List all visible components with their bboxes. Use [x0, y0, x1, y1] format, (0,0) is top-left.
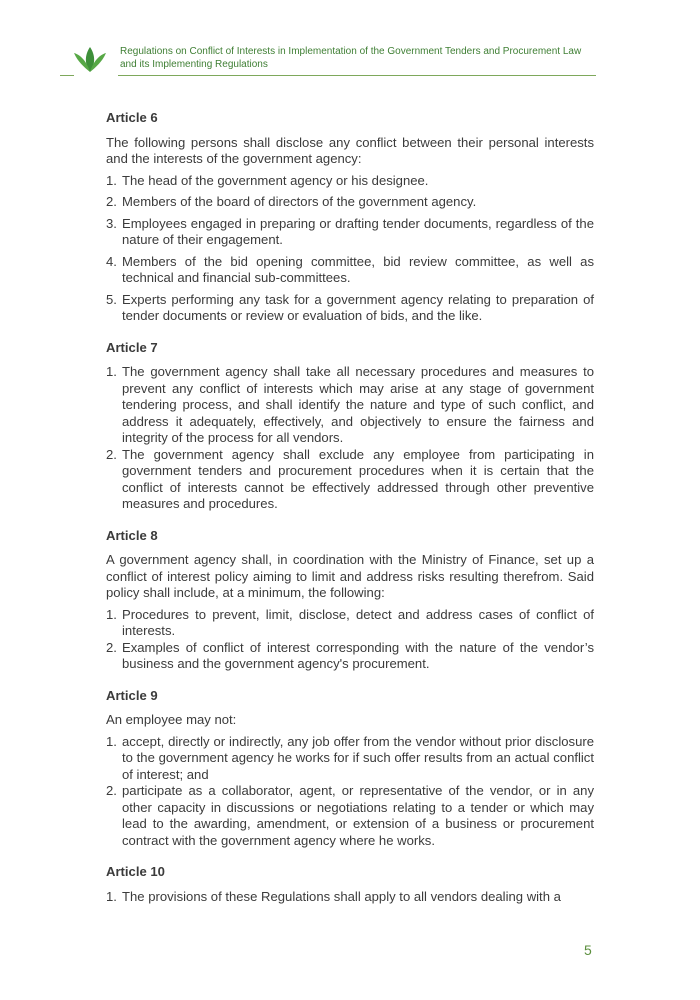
article-8 — [106, 528, 594, 673]
list-number: 4. — [106, 253, 117, 269]
article-10 — [106, 864, 594, 905]
list-text: Experts performing any task for a government agency relating to preparation of tender documents or review or evaluation of bids, and the like. — [122, 291, 594, 323]
list-number: 1. — [106, 172, 117, 188]
article-6 — [106, 110, 594, 325]
list-number: 2. — [106, 639, 117, 655]
list-item — [106, 640, 594, 673]
list-item — [106, 254, 594, 287]
list-text: The government agency shall take all necessary procedures and measures to prevent any conflict of interests which may arise at any stage of government tendering process, and shall identify the nature and type of such conflict, and address it adequately, effectively, and objectively to ensure the fairness and integrity of the process for all vendors. — [122, 364, 594, 445]
list-number: 3. — [106, 215, 117, 231]
list-item — [106, 216, 594, 249]
article-heading: Article 6 — [106, 110, 158, 125]
list-item — [106, 364, 594, 447]
document-body — [106, 110, 594, 920]
article-list — [106, 607, 594, 673]
article-list — [106, 889, 594, 906]
list-text: The provisions of these Regulations shall apply to all vendors dealing with a — [122, 888, 561, 904]
article-heading: Article 7 — [106, 339, 158, 355]
page-header — [0, 0, 700, 80]
list-item — [106, 889, 594, 906]
header-title: Regulations on Conflict of Interests in Implementation of the Government Tenders and Procurement Law and its Implementing Regulations — [120, 46, 582, 70]
list-number: 2. — [106, 783, 117, 798]
list-text: Members of the board of directors of the government agency. — [122, 194, 477, 209]
list-text: Examples of conflict of interest corresponding with the nature of the vendor’s business and the government agency's procurement. — [122, 639, 594, 671]
list-number: 1. — [106, 888, 117, 904]
list-text: Members of the bid opening committee, bid review committee, as well as technical and financial sub-committees. — [122, 253, 594, 285]
green-leaves-logo-icon — [73, 44, 107, 74]
article-heading: Article 9 — [106, 687, 158, 703]
list-text: participate as a collaborator, agent, or representative of the vendor, or in any other capacity in discussions or negotiations relating to a tender or which may lead to the awarding, amendment, or extension of a business or procurement contract with the government agency where he works. — [122, 783, 594, 848]
article-9 — [106, 688, 594, 850]
list-item — [106, 447, 594, 513]
article-intro: The following persons shall disclose any conflict between their personal interests and the interests of the government agency: — [106, 134, 594, 166]
article-intro: A government agency shall, in coordination with the Ministry of Finance, set up a conflict of interest policy aiming to limit and address risks resulting therefrom. Said policy shall include, at a minimum, the following: — [106, 552, 594, 600]
list-item — [106, 734, 594, 784]
list-item — [106, 194, 594, 211]
list-number: 5. — [106, 291, 117, 307]
header-divider — [118, 75, 596, 76]
list-text: The government agency shall exclude any employee from participating in government tenders and procurement procedures when it is certain that the conflict of interests cannot be effectively addressed through other preventive measures and procedures. — [122, 446, 594, 511]
header-divider-left — [60, 75, 74, 76]
article-list — [106, 364, 594, 513]
list-item — [106, 292, 594, 325]
list-number: 1. — [106, 733, 117, 749]
list-item — [106, 607, 594, 640]
article-heading: Article 8 — [106, 527, 158, 543]
article-list — [106, 173, 594, 325]
list-number: 2. — [106, 446, 117, 462]
list-number: 1. — [106, 364, 117, 379]
list-number: 1. — [106, 606, 117, 622]
list-item — [106, 783, 594, 849]
list-item — [106, 173, 594, 190]
article-list — [106, 734, 594, 850]
list-text: The head of the government agency or his designee. — [122, 172, 429, 188]
list-number: 2. — [106, 194, 117, 209]
article-7 — [106, 340, 594, 513]
article-intro: An employee may not: — [106, 712, 237, 727]
list-text: Procedures to prevent, limit, disclose, detect and address cases of conflict of interests. — [122, 606, 594, 638]
page-number: 5 — [584, 942, 592, 958]
list-text: Employees engaged in preparing or drafting tender documents, regardless of the nature of their engagement. — [122, 215, 594, 247]
article-heading: Article 10 — [106, 864, 165, 879]
list-text: accept, directly or indirectly, any job offer from the vendor without prior disclosure to the government agency he works for if such offer results from an actual conflict of interest; and — [122, 733, 594, 782]
